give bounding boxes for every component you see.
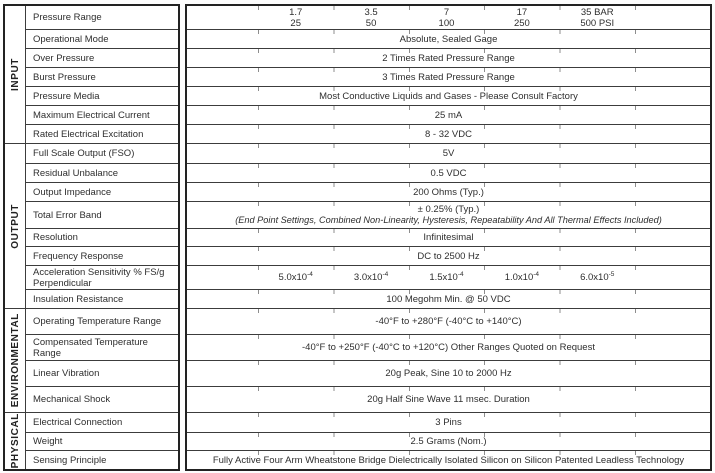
value-cell [187,6,710,30]
param-label: Operating Temperature Range [33,316,162,327]
acceleration-sensitivity-value [333,272,408,283]
pressure-bar-value: 1.7 [289,6,303,18]
value-cell [187,309,710,335]
section-label-environmental [5,309,26,413]
pressure-psi-value: 100 [438,17,455,29]
pressure-psi-value: 500 PSI [580,17,615,29]
param-label: Insulation Resistance [33,293,124,305]
param-label-cell [26,387,178,413]
value-cell [187,144,710,164]
param-label: Acceleration Sensitivity % FS/g Perpendicular [33,266,165,289]
value-cell [187,68,710,87]
sci-base: 1.5x10 [429,272,458,283]
pressure-psi-value: 50 [365,17,377,29]
param-label-cell [26,202,178,229]
param-label: Burst Pressure [33,71,96,83]
param-label: Pressure Range [33,12,102,23]
value-text: 5V [442,148,455,159]
param-label: Maximum Electrical Current [33,109,150,121]
param-label-cell [26,30,178,49]
value-cell [187,164,710,183]
parameter-table [3,4,180,471]
value-text: -40°F to +250°F (-40°C to +120°C) Other Ranges Quoted on Request [302,342,595,353]
value-text: 2.5 Grams (Nom.) [410,436,487,447]
value-text: -40°F to +280°F (-40°C to +140°C) [375,316,522,327]
sci-base: 6.0x10 [580,272,609,283]
value-cell [187,125,710,144]
pressure-bar-value: 17 [516,6,528,18]
pressure-range-col [409,7,484,29]
param-label: Linear Vibration [33,368,100,379]
param-label-cell [26,361,178,387]
value-text: 0.5 VDC [430,167,467,179]
param-label-cell [26,183,178,202]
pressure-range-col [484,7,559,29]
param-label: Sensing Principle [33,454,107,466]
value-cell [187,266,710,290]
param-label-cell [26,229,178,247]
sci-base: 1.0x10 [504,272,534,283]
value-text: Infinitesimal [423,232,474,243]
value-cell [187,49,710,68]
value-cell [187,451,710,469]
section-label-text: INPUT [9,58,21,91]
pressure-range-col [560,7,635,29]
pressure-psi-value: 250 [513,17,530,29]
value-text: 20g Half Sine Wave 11 msec. Duration [367,394,530,405]
value-text: 2 Times Rated Pressure Range [382,52,515,64]
value-text: Absolute, Sealed Gage [399,33,498,45]
value-cell [187,247,710,266]
section-label-text: ENVIRONMENTAL [9,313,21,408]
param-label: Compensated Temperature Range [33,336,148,359]
value-cell [187,87,710,106]
param-label: Residual Unbalance [33,167,119,179]
param-label: Output Impedance [33,186,112,198]
value-cell [187,30,710,49]
value-cell [187,413,710,433]
section-label-output [5,144,26,309]
param-label: Total Error Band [33,209,102,221]
sci-exponent: -4 [382,270,389,278]
sci-base: 5.0x10 [278,272,308,283]
value-cell [187,335,710,361]
acceleration-sensitivity-value [560,272,635,283]
value-cell [187,202,710,229]
param-label: Frequency Response [33,250,124,262]
param-label-cell [26,247,178,266]
value-note: (End Point Settings, Combined Non-Linearity, Hysteresis, Repeatability And All Thermal Effects Included) [235,215,662,225]
sci-exponent: -5 [608,270,615,278]
param-label-cell [26,451,178,469]
sci-exponent: -4 [457,270,464,278]
value-text: DC to 2500 Hz [417,250,480,262]
value-text: Most Conductive Liquids and Gases - Please Consult Factory [319,90,578,102]
acceleration-sensitivity-value [409,272,484,283]
param-label: Weight [33,436,63,447]
value-cell [187,229,710,247]
value-text: ± 0.25% (Typ.) [417,204,480,215]
value-text: 8 - 32 VDC [425,128,472,140]
param-label-cell [26,106,178,125]
param-label-cell [26,49,178,68]
value-cell [187,290,710,309]
param-label-cell [26,335,178,361]
param-label-cell [26,433,178,451]
pressure-range-col [333,7,408,29]
param-label-cell [26,290,178,309]
values-table [185,4,712,471]
value-text: 200 Ohms (Typ.) [413,186,484,198]
param-label-cell [26,6,178,30]
value-cell [187,433,710,451]
sci-base: 3.0x10 [353,272,383,283]
section-label-text: PHYSICAL [9,413,21,469]
param-label-cell [26,266,178,290]
value-text: 25 mA [434,109,463,121]
param-label: Over Pressure [33,52,95,64]
value-cell [187,106,710,125]
value-cell [187,361,710,387]
section-label-physical [5,413,26,469]
acceleration-sensitivity-value [484,272,559,283]
param-label-cell [26,125,178,144]
value-text: 100 Megohm Min. @ 50 VDC [386,293,511,305]
pressure-range-col [258,7,333,29]
value-text: 20g Peak, Sine 10 to 2000 Hz [385,368,512,379]
value-cell [187,387,710,413]
param-label-cell [26,413,178,433]
param-label-cell [26,144,178,164]
acceleration-sensitivity-value [258,272,333,283]
param-label: Full Scale Output (FSO) [33,148,135,159]
param-label: Resolution [33,232,78,243]
value-cell [187,183,710,202]
param-label-cell [26,309,178,335]
pressure-bar-value: 3.5 [364,6,378,18]
section-label-input [5,6,26,144]
sci-exponent: -4 [307,270,313,278]
value-text: 3 Pins [435,417,462,428]
section-label-text: OUTPUT [9,203,21,249]
value-text: Fully Active Four Arm Wheatstone Bridge Dielectrically Isolated Silicon on Silicon Patented Leadless Technology [212,454,685,466]
value-text: 3 Times Rated Pressure Range [382,71,515,83]
param-label: Operational Mode [33,33,109,45]
param-label: Rated Electrical Excitation [33,128,144,140]
param-label-cell [26,68,178,87]
pressure-psi-value: 25 [290,17,301,29]
pressure-bar-value: 35 BAR [580,6,614,18]
param-label: Electrical Connection [33,417,123,428]
pressure-bar-value: 7 [443,6,450,18]
sci-exponent: -4 [533,270,540,278]
param-label: Mechanical Shock [33,394,111,405]
param-label-cell [26,87,178,106]
param-label: Pressure Media [33,90,100,102]
param-label-cell [26,164,178,183]
